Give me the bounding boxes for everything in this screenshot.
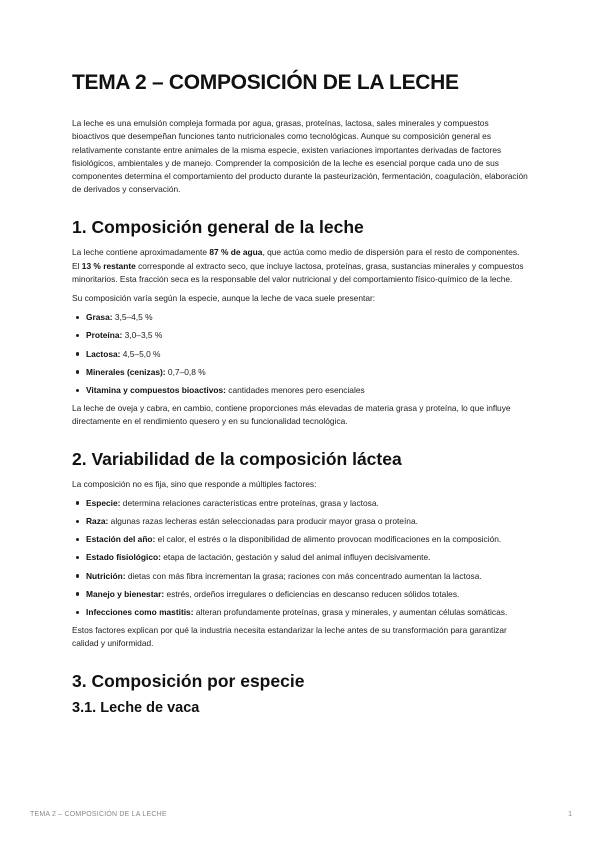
bold-text: 13 % restante [81,260,136,271]
item-text: alteran profundamente proteínas, grasa y minerales, y aumentan células somáticas. [193,607,508,618]
item-text: dietas con más fibra incrementan la grasa; raciones con más concentrado aumentan la lactosa. [125,570,482,581]
list-item [86,348,528,360]
section-composicion-especie [72,671,528,717]
item-label: Proteína: [86,330,123,341]
section-heading: 3. Composición por especie [72,670,305,691]
section-heading: 2. Variabilidad de la composición láctea [72,448,402,469]
item-label: Infecciones como mastitis: [86,607,194,618]
item-label: Estación del año: [86,534,156,545]
list-item [86,384,528,396]
composition-list [72,311,528,396]
text-run: , que actúa como medio de dispersión para el resto de componentes. El [72,247,520,271]
item-text: cantidades menores pero esenciales [225,385,365,396]
item-text: estrés, ordeños irregulares o deficiencias en descanso reducen sólidos totales. [164,588,460,599]
item-label: Lactosa: [86,348,121,359]
list-item [86,533,528,545]
item-text: el calor, el estrés o la disponibilidad de alimento provocan modificaciones en la composición. [155,534,502,545]
item-label: Estado fisiológico: [86,552,161,563]
item-label: Minerales (cenizas): [86,366,166,377]
page-number: 1 [568,811,572,818]
item-text: 3,0–3,5 % [122,330,163,341]
item-text: etapa de lactación, gestación y salud del animal influyen decisivamente. [160,552,431,563]
item-text: algunas razas lecheras están seleccionadas para producir mayor grasa o proteína. [108,516,418,527]
paragraph: Su composición varía según la especie, aunque la leche de vaca suele presentar: [72,293,376,304]
list-item [86,570,528,582]
list-item [86,497,528,509]
list-item [86,606,528,618]
section-heading: 1. Composición general de la leche [72,217,364,238]
subsection-heading: 3.1. Leche de vaca [72,699,200,716]
list-item [86,366,528,378]
paragraph: La composición no es fija, sino que responde a múltiples factores: [72,478,317,489]
list-item [86,311,528,323]
item-text: determina relaciones características entre proteínas, grasa y lactosa. [120,497,379,508]
item-label: Nutrición: [86,570,126,581]
item-text: 4,5–5,0 % [120,348,161,359]
document-title: TEMA 2 – COMPOSICIÓN DE LA LECHE [72,71,459,94]
list-item [86,515,528,527]
list-item [86,329,528,341]
footer-title: TEMA 2 – COMPOSICIÓN DE LA LECHE [30,811,167,818]
section-composicion-general [72,217,528,428]
factors-list [72,497,528,618]
intro-paragraph: La leche es una emulsión compleja formada por agua, grasas, proteínas, lactosa, sales minerales y compuestos bioactivos que desempeñan funciones tanto nutricionales como tecnológicas. Aunque su composición general es relativamente constante entre animales de la misma especie, existen variaciones importantes derivadas de factores fisiológicos, ambientales y de manejo. Comprender la composición de la leche es esencial porque cada uno de sus componentes determina el comportamiento del producto durante la pasteurización, fermentación, coagulación, elaboración de derivados y conservación. [72,118,528,195]
item-text: 0,7–0,8 % [165,366,206,377]
item-label: Especie: [86,497,121,508]
section-variabilidad [72,449,528,651]
bold-text: 87 % de agua [209,247,263,258]
item-label: Manejo y bienestar: [86,588,165,599]
paragraph [72,246,528,286]
item-text: 3,5–4,5 % [112,312,153,323]
list-item [86,588,528,600]
text-run: corresponde al extracto seco, que incluye lactosa, proteínas, grasa, sustancias minerales y compuestos minoritarios. Esta fracción seca es la responsable del valor nutricional y del comportamiento físico-químico de la leche. [72,260,524,284]
paragraph: La leche de oveja y cabra, en cambio, contiene proporciones más elevadas de materia grasa y proteína, lo que influye directamente en el rendimiento quesero y en su funcionalidad tecnológica. [72,403,511,427]
item-label: Grasa: [86,312,113,323]
list-item [86,551,528,563]
paragraph: Estos factores explican por qué la industria necesita estandarizar la leche antes de su transformación para garantizar calidad y uniformidad. [72,625,507,649]
text-run: La leche contiene aproximadamente [72,247,210,258]
item-label: Vitamina y compuestos bioactivos: [86,385,226,396]
item-label: Raza: [86,516,109,527]
document-page [72,70,528,737]
